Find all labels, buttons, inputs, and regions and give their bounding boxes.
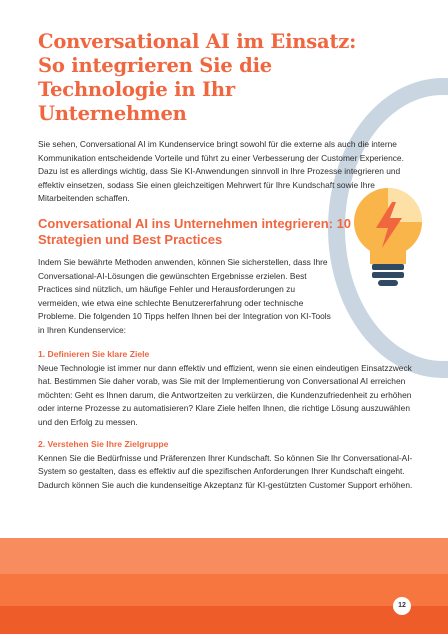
tip-paragraph-1: Neue Technologie ist immer nur dann effektiv und effizient, wenn sie einen eindeutigen Einsatzzweck hat. Bestimmen Sie daher vorab, was Sie mit der Implementierung von Conversational AI erreichen möchten: Geht es Ihnen darum, die Antwortzeiten zu verkürzen, die Kundenzufriedenheit zu erhöhen oder interne Prozesse zu automatisieren? Klare Ziele helfen Ihnen, die richtige Lösung auszuwählen und den Erfolg zu messen. xyxy=(38,362,412,427)
section-paragraph: Indem Sie bewährte Methoden anwenden, können Sie sicherstellen, dass Ihre Conversational-AI-Lösungen die gewünschten Ergebnisse erzielen. Best Practices sind nützlich, um häufige Fehler und Herausforderungen zu vermeiden, wie etwa eine schlechte Benutzererfahrung oder technische Probleme. Die folgenden 10 Tipps helfen Ihnen bei der Integration von KI-Tools in Ihren Kundenservice: xyxy=(38,256,331,335)
footer-band-dark xyxy=(0,606,448,634)
section-heading: Conversational AI ins Unternehmen integrieren: 10 Strategien und Best Practices xyxy=(38,215,352,247)
tip-paragraph-2: Kennen Sie die Bedürfnisse und Präferenzen Ihrer Kundschaft. So können Sie Ihr Conversational-AI-System so gestalten, dass es effektiv auf die spezifischen Anforderungen Ihrer Kundschaft eingeht. Dadurch können Sie auch die kundenseitige Akzeptanz für KI-gestützten Customer Support erhöhen. xyxy=(38,452,413,490)
main-content xyxy=(38,30,413,492)
intro-paragraph: Sie sehen, Conversational AI im Kundenservice bringt sowohl für die externe als auch die interne Kommunikation entscheidende Vorteile und führt zu einer Verbesserung der Customer Experience. Dazu ist es allerdings wichtig, dass Sie KI-Anwendungen sinnvoll in Ihre Prozesse integrieren und effektiv einsetzen, sodass Sie einen gleichzeitigen Mehrwert für Ihre Kundschaft sowie Ihre Mitarbeitenden schaffen. xyxy=(38,139,404,204)
tip-heading-2: 2. Verstehen Sie Ihre Zielgruppe xyxy=(38,438,169,449)
footer-band-mid xyxy=(0,574,448,606)
tip-heading-1: 1. Definieren Sie klare Ziele xyxy=(38,348,150,359)
footer-band-light xyxy=(0,538,448,574)
page-number: 12 xyxy=(393,597,411,615)
page-title: Conversational AI im Einsatz: So integrieren Sie die Technologie in Ihr Unternehmen xyxy=(38,30,357,125)
